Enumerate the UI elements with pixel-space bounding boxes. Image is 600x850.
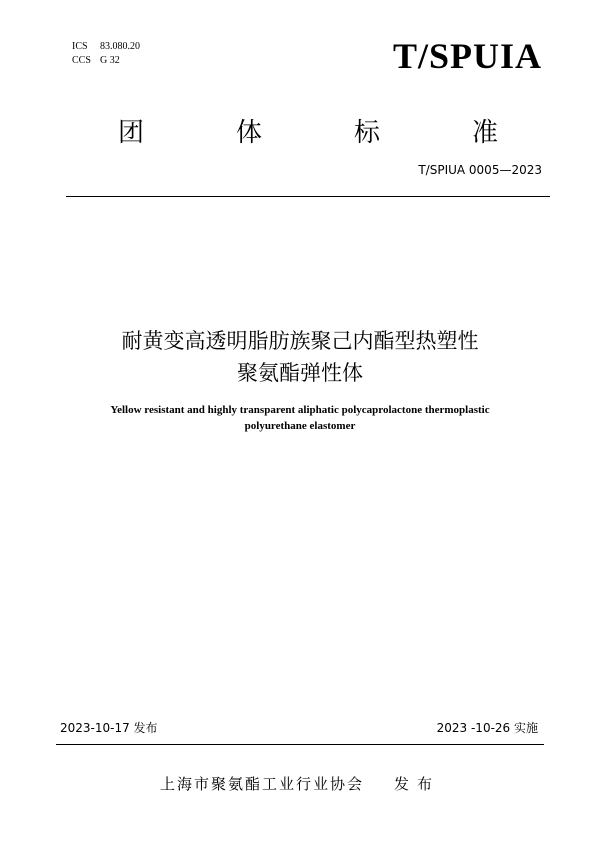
standard-type-char-2: 体	[235, 118, 262, 148]
issuer-line	[0, 774, 600, 794]
standard-type-char-1: 团	[118, 118, 145, 148]
classification-codes	[72, 40, 140, 68]
title-en-line-1: Yellow resistant and highly transparent aliphatic polycaprolactone thermoplastic	[110, 404, 490, 416]
brand-code: T/SPUIA	[392, 36, 542, 76]
publish-date: 2023-10-17 发布	[60, 721, 158, 735]
ics-code	[72, 40, 140, 54]
ccs-code	[72, 54, 140, 68]
standard-type	[118, 115, 498, 151]
issuer-name: 上海市聚氨酯工业行业协会	[159, 775, 364, 793]
bottom-divider	[56, 744, 544, 745]
standard-type-char-4: 准	[471, 118, 498, 148]
top-divider	[66, 196, 550, 197]
standard-number: T/SPIUA 0005—2023	[418, 163, 542, 177]
ics-value: 83.080.20	[100, 41, 140, 52]
title-cn-line-1: 耐黄变高透明脂肪族聚己内酯型热塑性	[121, 329, 479, 353]
standard-type-char-3: 标	[353, 118, 380, 148]
ccs-value: G 32	[100, 55, 120, 66]
ics-label: ICS	[72, 41, 88, 52]
effective-date: 2023 -10-26 实施	[436, 721, 538, 735]
title-en-line-2: polyurethane elastomer	[244, 420, 356, 432]
title-cn-line-2: 聚氨酯弹性体	[237, 361, 363, 385]
title-en	[0, 402, 600, 434]
issuer-action: 发布	[394, 775, 441, 793]
ccs-label: CCS	[72, 55, 91, 66]
